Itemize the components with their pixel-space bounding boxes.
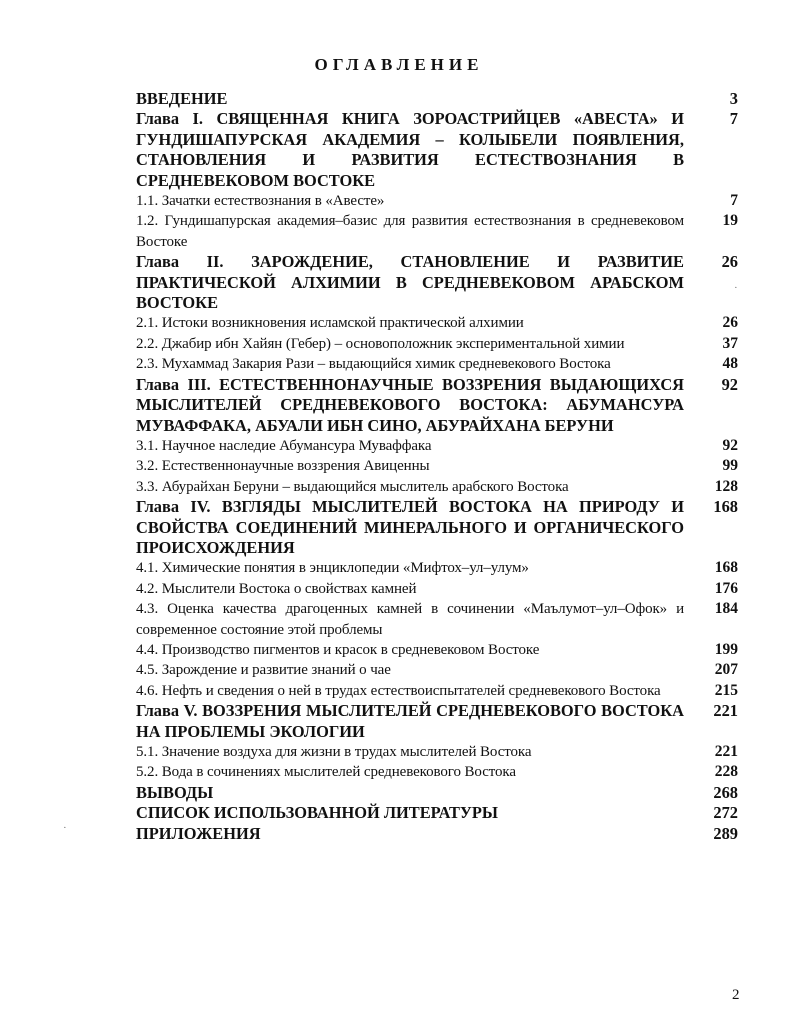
toc-entry-title: 4.2. Мыслители Востока о свойствах камней <box>136 580 417 597</box>
toc-chapter-entry <box>136 89 738 109</box>
toc-entry-page: 7 <box>730 192 738 210</box>
toc-entry-page: 207 <box>714 661 738 679</box>
toc-section-entry <box>136 579 738 599</box>
toc-entry-page: 268 <box>713 782 738 802</box>
toc-entry-title: 4.5. Зарождение и развитие знаний о чае <box>136 662 391 679</box>
toc-entry-title: 4.4. Производство пигментов и красок в средневековом Востоке <box>136 641 540 658</box>
toc-entry-page: 215 <box>714 681 738 699</box>
toc-entry-title: 2.1. Истоки возникновения исламской практической алхимии <box>136 315 524 332</box>
toc-chapter-entry <box>136 803 738 823</box>
toc-entry-title: 2.3. Мухаммад Закария Рази – выдающийся химик средневекового Востока <box>136 356 611 373</box>
toc-entry-page: 92 <box>722 436 738 454</box>
toc-section-entry <box>136 211 738 252</box>
toc-section-entry <box>136 742 738 762</box>
toc-chapter-entry <box>136 824 738 844</box>
toc-entry-title: ВВЕДЕНИЕ <box>136 89 228 108</box>
toc-entry-page: 99 <box>722 457 738 475</box>
toc-entry-page: 221 <box>714 743 738 760</box>
toc-chapter-entry <box>136 783 738 803</box>
toc-entry-title: 3.1. Научное наследие Абумансура Муваффака <box>136 437 432 454</box>
toc-chapter-entry <box>136 497 738 558</box>
toc-entry-page: 184 <box>714 600 738 618</box>
table-of-contents <box>136 89 738 844</box>
scan-speck: · <box>63 822 67 834</box>
toc-entry-page: 92 <box>721 374 738 394</box>
toc-section-entry <box>136 354 738 374</box>
toc-section-entry <box>136 599 738 640</box>
toc-entry-title: 4.3. Оценка качества драгоценных камней в сочинении «Маълумот–ул–Офок» и современное состояние этой проблемы <box>136 601 684 638</box>
toc-section-entry <box>136 640 738 660</box>
toc-entry-page: 19 <box>722 212 738 230</box>
toc-entry-page: 221 <box>713 701 738 721</box>
toc-entry-title: Глава II. ЗАРОЖДЕНИЕ, СТАНОВЛЕНИЕ И РАЗВИТИЕ ПРАКТИЧЕСКОЙ АЛХИМИИ В СРЕДНЕВЕКОВОМ АРАБСКОМ ВОСТОКЕ <box>136 252 684 313</box>
toc-entry-page: 3 <box>729 89 738 108</box>
scan-speck: · <box>734 282 738 294</box>
toc-entry-page: 48 <box>722 355 738 373</box>
toc-entry-title: Глава V. ВОЗЗРЕНИЯ МЫСЛИТЕЛЕЙ СРЕДНЕВЕКОВОГО ВОСТОКА НА ПРОБЛЕМЫ ЭКОЛОГИИ <box>136 701 684 741</box>
toc-entry-title: 5.2. Вода в сочинениях мыслителей средневекового Востока <box>136 764 516 781</box>
toc-entry-page: 168 <box>713 497 738 517</box>
toc-section-entry <box>136 681 738 701</box>
page-number: 2 <box>732 987 740 1003</box>
toc-section-entry <box>136 558 738 578</box>
toc-entry-title: ВЫВОДЫ <box>136 782 214 802</box>
toc-entry-title: СПИСОК ИСПОЛЬЗОВАННОЙ ЛИТЕРАТУРЫ <box>136 803 499 823</box>
toc-entry-page: 199 <box>714 640 738 658</box>
toc-entry-page: 26 <box>722 314 738 332</box>
toc-entry-title: 1.2. Гундишапурская академия–базис для развития естествознания в средневековом Востоке <box>136 213 684 250</box>
toc-section-entry <box>136 456 738 476</box>
toc-entry-title: Глава IV. ВЗГЛЯДЫ МЫСЛИТЕЛЕЙ ВОСТОКА НА ПРИРОДУ И СВОЙСТВА СОЕДИНЕНИЙ МИНЕРАЛЬНОГО И ОРГАНИЧЕСКОГО ПРОИСХОЖДЕНИЯ <box>136 497 684 557</box>
toc-section-entry <box>136 191 738 211</box>
toc-heading: ОГЛАВЛЕНИЕ <box>314 55 484 74</box>
toc-section-entry <box>136 436 738 456</box>
toc-entry-page: 289 <box>713 823 738 843</box>
toc-chapter-entry <box>136 701 738 742</box>
toc-entry-title: 1.1. Зачатки естествознания в «Авесте» <box>136 193 385 210</box>
toc-entry-page: 26 <box>721 252 738 272</box>
toc-entry-page: 128 <box>714 477 738 495</box>
toc-entry-title: Глава I. СВЯЩЕННАЯ КНИГА ЗОРОАСТРИЙЦЕВ «АВЕСТА» И ГУНДИШАПУРСКАЯ АКАДЕМИЯ – КОЛЫБЕЛИ ПОЯВЛЕНИЯ, СТАНОВЛЕНИЯ И РАЗВИТИЯ ЕСТЕСТВОЗНАНИЯ В СРЕДНЕВЕКОВОМ ВОСТОКЕ <box>136 109 684 190</box>
toc-entry-title: 2.2. Джабир ибн Хайян (Гебер) – основоположник экспериментальной химии <box>136 335 625 352</box>
toc-entry-page: 37 <box>722 334 738 352</box>
toc-entry-page: 7 <box>729 109 738 129</box>
toc-entry-page: 272 <box>713 803 738 823</box>
toc-entry-page: 228 <box>714 763 738 781</box>
toc-entry-title: Глава III. ЕСТЕСТВЕННОНАУЧНЫЕ ВОЗЗРЕНИЯ ВЫДАЮЩИХСЯ МЫСЛИТЕЛЕЙ СРЕДНЕВЕКОВОГО ВОСТОКА: АБУМАНСУРА МУВАФФАКА, АБУАЛИ ИБН СИНО, АБУРАЙХАНА БЕРУНИ <box>136 374 684 435</box>
toc-entry-title: 4.6. Нефть и сведения о ней в трудах естествоиспытателей средневекового Востока <box>136 682 661 699</box>
toc-entry-title: 5.1. Значение воздуха для жизни в трудах мыслителей Востока <box>136 744 532 760</box>
toc-chapter-entry <box>136 252 738 313</box>
toc-section-entry <box>136 762 738 782</box>
toc-chapter-entry <box>136 375 738 436</box>
toc-entry-title: 4.1. Химические понятия в энциклопедии «Мифтох–ул–улум» <box>136 560 529 577</box>
toc-entry-page: 168 <box>714 559 738 577</box>
toc-entry-title: 3.2. Естественнонаучные воззрения Авиценны <box>136 458 430 475</box>
toc-entry-page: 176 <box>714 579 738 597</box>
toc-section-entry <box>136 313 738 333</box>
toc-entry-title: ПРИЛОЖЕНИЯ <box>136 823 261 843</box>
toc-section-entry <box>136 477 738 497</box>
toc-chapter-entry <box>136 109 738 191</box>
toc-section-entry <box>136 660 738 680</box>
toc-entry-title: 3.3. Абурайхан Беруни – выдающийся мыслитель арабского Востока <box>136 478 569 495</box>
toc-section-entry <box>136 334 738 354</box>
